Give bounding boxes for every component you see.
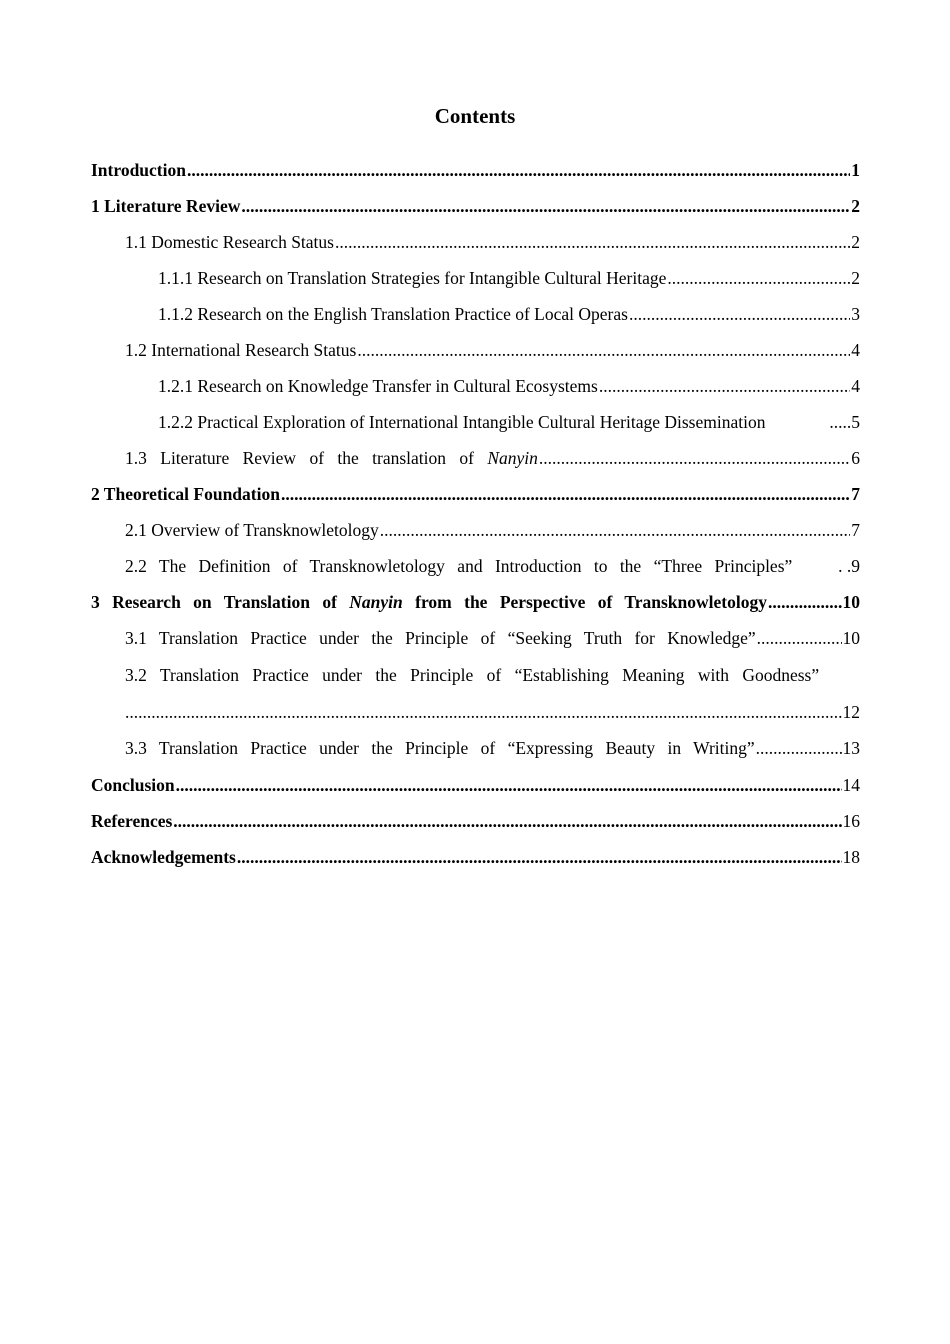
toc-entry-knowledge-transfer[interactable]: [91, 368, 860, 404]
toc-entry-label: 2.1 Overview of Transknowletology: [125, 520, 379, 540]
toc-entry-domestic-research-status[interactable]: [91, 224, 860, 260]
toc-entry-translation-strategies-ich[interactable]: [91, 260, 860, 296]
page-title: Contents: [434, 104, 516, 128]
dot-leader: [667, 260, 850, 296]
toc-entry-label: 1.1.1 Research on Translation Strategies for Intangible Cultural Heritage: [158, 268, 667, 288]
toc-entry-references[interactable]: [91, 803, 860, 839]
toc-entry-local-operas-translation[interactable]: [91, 296, 860, 332]
toc-page-number: 4: [851, 376, 860, 396]
toc-page-number: 4: [851, 340, 860, 360]
toc-entry-label: 3.1 Translation Practice under the Principle of “Seeking Truth for Knowledge”: [125, 628, 756, 648]
toc-entry-acknowledgements[interactable]: [91, 839, 860, 875]
toc-entry-international-research-status[interactable]: [91, 332, 860, 368]
toc-entry-label: Acknowledgements: [91, 847, 236, 867]
toc-page-number: 5: [851, 412, 860, 432]
dot-leader: [237, 839, 842, 875]
toc-entry-establishing-meaning-continued[interactable]: [91, 694, 860, 730]
dot-leader: [380, 512, 851, 548]
toc-entry-introduction[interactable]: [91, 152, 860, 188]
toc-page-number: 7: [851, 520, 860, 540]
italic-term: Nanyin: [349, 592, 403, 612]
toc-entry-label: 3.3 Translation Practice under the Principle of “Expressing Beauty in Writing”: [125, 738, 755, 758]
toc-entry-label: 1 Literature Review: [91, 196, 241, 216]
toc-entry-research-nanyin-translation[interactable]: [91, 584, 860, 620]
toc-entry-overview-transknowletology[interactable]: [91, 512, 860, 548]
dot-leader: [241, 188, 850, 224]
dot-leader: [757, 620, 842, 657]
toc-page-number: 18: [842, 847, 860, 867]
dot-leader: [187, 152, 850, 188]
toc-page-number: 13: [842, 738, 860, 758]
toc-entry-establishing-meaning[interactable]: [91, 657, 860, 694]
toc-page-number: 14: [842, 775, 860, 795]
toc-entry-seeking-truth[interactable]: [91, 620, 860, 657]
toc-entry-label: 2.2 The Definition of Transknowletology and Introduction to the “Three Principles”: [125, 556, 793, 576]
toc-page-number: 2: [851, 232, 860, 252]
toc-entry-label: References: [91, 811, 173, 831]
toc-page-number: 16: [842, 811, 860, 831]
toc-entry-label: Conclusion: [91, 775, 175, 795]
toc-entry-nanyin-literature-review[interactable]: [91, 440, 860, 476]
toc-page-number: 3: [851, 304, 860, 324]
toc-entry-three-principles[interactable]: [91, 548, 860, 584]
toc-entry-literature-review[interactable]: [91, 188, 860, 224]
dot-leader: . .: [838, 556, 852, 576]
toc-entry-label: 1.2 International Research Status: [125, 340, 357, 360]
dot-leader: [173, 803, 841, 839]
dot-leader: [539, 440, 850, 476]
table-of-contents: [91, 152, 860, 875]
toc-page-number: 2: [851, 268, 860, 288]
toc-entry-conclusion[interactable]: [91, 767, 860, 803]
toc-entry-label: 1.2.1 Research on Knowledge Transfer in Cultural Ecosystems: [158, 376, 598, 396]
dot-leader: [176, 767, 842, 803]
dot-leader: [357, 332, 850, 368]
toc-page-number: 1: [851, 160, 860, 180]
dot-leader: [629, 296, 850, 332]
toc-entry-label: 3 Research on Translation of Nanyin from the Perspective of Transknowletology: [91, 592, 767, 612]
toc-entry-label: 1.1.2 Research on the English Translation Practice of Local Operas: [158, 304, 628, 324]
toc-page-number: 6: [851, 448, 860, 468]
toc-entry-label: 2 Theoretical Foundation: [91, 484, 280, 504]
dot-leader: [125, 694, 842, 730]
toc-entry-label: 1.3 Literature Review of the translation of Nanyin: [125, 448, 538, 468]
toc-page-number: 7: [851, 484, 860, 504]
dot-leader: [599, 368, 850, 404]
dot-leader: [335, 224, 850, 260]
dot-leader: [281, 476, 850, 512]
dot-leader: [756, 730, 842, 767]
toc-entry-theoretical-foundation[interactable]: [91, 476, 860, 512]
toc-page-number: 10: [842, 628, 860, 648]
italic-term: Nanyin: [487, 448, 538, 468]
dot-leader: .....: [829, 412, 852, 432]
toc-entry-label: 3.2 Translation Practice under the Principle of “Establishing Meaning with Goodness”: [125, 665, 820, 685]
toc-page-number: 9: [851, 556, 860, 576]
dot-leader: [768, 584, 842, 620]
toc-entry-label: 1.1 Domestic Research Status: [125, 232, 334, 252]
toc-page-number: 2: [851, 196, 860, 216]
toc-entry-expressing-beauty[interactable]: [91, 730, 860, 767]
toc-entry-label: Introduction: [91, 160, 186, 180]
toc-page-number: 12: [842, 702, 860, 722]
toc-entry-ich-dissemination[interactable]: [91, 404, 860, 440]
toc-entry-label: 1.2.2 Practical Exploration of International Intangible Cultural Heritage Dissemination: [158, 412, 766, 432]
toc-page-number: 10: [842, 592, 860, 612]
